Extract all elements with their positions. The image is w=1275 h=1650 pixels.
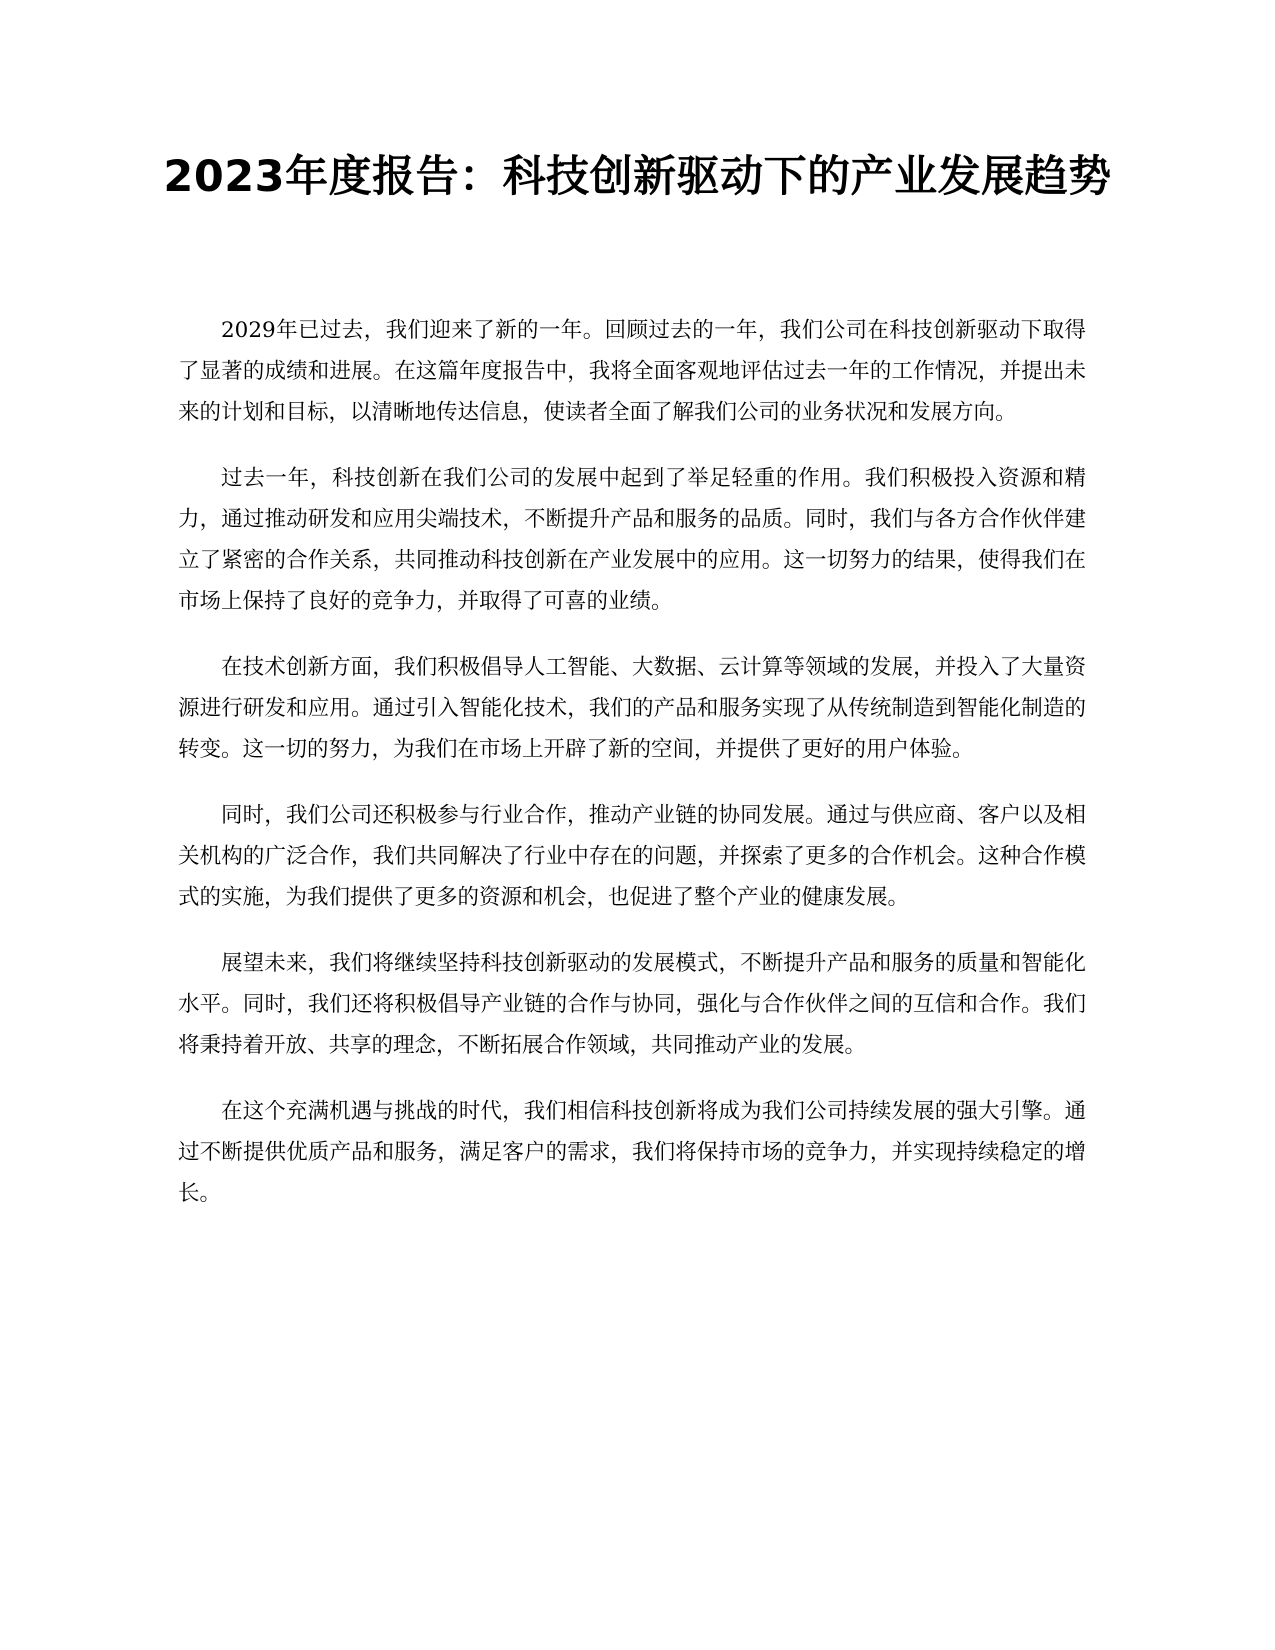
document-body [178,310,1086,1239]
paragraph: 在这个充满机遇与挑战的时代，我们相信科技创新将成为我们公司持续发展的强大引擎。通过不断提供优质产品和服务，满足客户的需求，我们将保持市场的竞争力，并实现持续稳定的增长。 [178,1099,1086,1206]
paragraph: 同时，我们公司还积极参与行业合作，推动产业链的协同发展。通过与供应商、客户以及相关机构的广泛合作，我们共同解决了行业中存在的问题，并探索了更多的合作机会。这种合作模式的实施，为我们提供了更多的资源和机会，也促进了整个产业的健康发展。 [178,803,1086,910]
paragraph: 过去一年，科技创新在我们公司的发展中起到了举足轻重的作用。我们积极投入资源和精力，通过推动研发和应用尖端技术，不断提升产品和服务的品质。同时，我们与各方合作伙伴建立了紧密的合作关系，共同推动科技创新在产业发展中的应用。这一切努力的结果，使得我们在市场上保持了良好的竞争力，并取得了可喜的业绩。 [178,466,1086,614]
document-title: 2023年度报告：科技创新驱动下的产业发展趋势 [163,152,1112,202]
paragraph: 2029年已过去，我们迎来了新的一年。回顾过去的一年，我们公司在科技创新驱动下取得了显著的成绩和进展。在这篇年度报告中，我将全面客观地评估过去一年的工作情况，并提出未来的计划和目标，以清晰地传达信息，使读者全面了解我们公司的业务状况和发展方向。 [178,318,1086,425]
paragraph: 展望未来，我们将继续坚持科技创新驱动的发展模式，不断提升产品和服务的质量和智能化水平。同时，我们还将积极倡导产业链的合作与协同，强化与合作伙伴之间的互信和合作。我们将秉持着开放、共享的理念，不断拓展合作领域，共同推动产业的发展。 [178,951,1086,1058]
paragraph: 在技术创新方面，我们积极倡导人工智能、大数据、云计算等领域的发展，并投入了大量资源进行研发和应用。通过引入智能化技术，我们的产品和服务实现了从传统制造到智能化制造的转变。这一切的努力，为我们在市场上开辟了新的空间，并提供了更好的用户体验。 [178,655,1086,762]
